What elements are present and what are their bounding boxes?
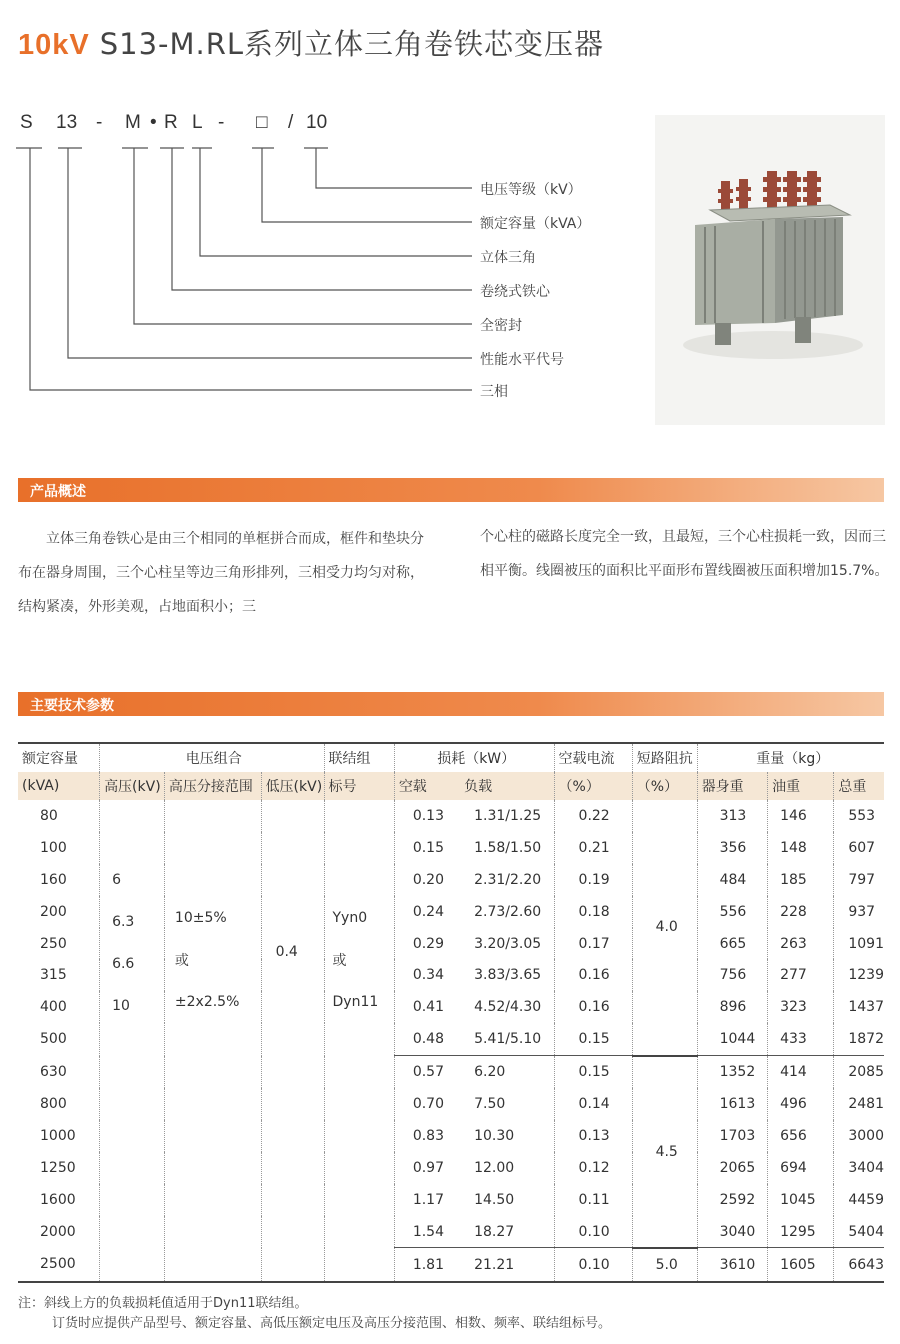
title-text: S13-M.RL系列立体三角卷铁芯变压器 — [99, 27, 605, 61]
spec-table — [18, 742, 884, 1283]
header-impedance: 短路阻抗 — [632, 743, 697, 772]
cell-noload-loss: 0.15 — [394, 832, 460, 864]
cell-load-loss: 18.27 — [474, 1223, 515, 1240]
code-char: □ — [256, 112, 268, 133]
cell-body-weight: 665 — [697, 928, 767, 960]
cell-oil-weight: 263 — [768, 928, 834, 960]
desc-triangle: 立体三角 — [480, 250, 536, 266]
cell-load-loss: 1.31/1.25 — [474, 807, 542, 824]
cell-noload-current: 0.12 — [554, 1152, 632, 1184]
impedance-value: 4.5 — [632, 1056, 697, 1248]
cell-capacity: 250 — [40, 935, 67, 952]
table-header-row — [18, 743, 884, 772]
cell-capacity: 2000 — [40, 1223, 76, 1240]
desc-sealed: 全密封 — [480, 318, 522, 334]
header-lv: 低压(kV) — [261, 772, 324, 800]
table-subheader-row — [18, 772, 884, 800]
cell-noload-current: 0.17 — [554, 928, 632, 960]
model-code-leader-lines — [0, 0, 480, 400]
cell-total-weight: 2481 — [834, 1088, 884, 1120]
cell-oil-weight: 277 — [768, 959, 834, 991]
cell-oil-weight: 148 — [768, 832, 834, 864]
desc-rated-capacity: 额定容量（kVA） — [480, 216, 591, 232]
cell-total-weight: 6643 — [834, 1248, 884, 1282]
header-hv: 高压(kV) — [100, 772, 165, 800]
cell-load-loss: 3.20/3.05 — [474, 935, 542, 952]
header-load-loss: 负载 — [460, 772, 554, 800]
cell-total-weight: 937 — [834, 896, 884, 928]
cell-oil-weight: 1295 — [768, 1216, 834, 1248]
cell-total-weight: 553 — [834, 800, 884, 832]
cell-noload-loss: 0.70 — [394, 1088, 460, 1120]
code-char: M — [125, 112, 141, 133]
header-weight: 重量（kg） — [697, 743, 884, 772]
cell-body-weight: 3040 — [697, 1216, 767, 1248]
impedance-value: 4.0 — [632, 800, 697, 1056]
conn-value: Dyn11 — [332, 994, 379, 1010]
cell-total-weight: 1437 — [834, 991, 884, 1023]
header-capacity: 额定容量 — [18, 743, 100, 772]
cell-noload-loss: 0.34 — [394, 959, 460, 991]
code-char: 10 — [306, 112, 328, 133]
code-char: S — [20, 112, 33, 133]
impedance-value: 5.0 — [632, 1248, 697, 1282]
code-char: - — [96, 112, 103, 133]
cell-capacity: 200 — [40, 903, 67, 920]
cell-capacity: 2500 — [18, 1248, 100, 1282]
cell-noload-current: 0.11 — [554, 1184, 632, 1216]
cell-capacity: 80 — [40, 807, 58, 824]
cell-capacity: 1600 — [40, 1191, 76, 1208]
overview-heading: 产品概述 — [30, 484, 86, 500]
desc-wound-core: 卷绕式铁心 — [480, 284, 550, 300]
tap-value: 或 — [174, 953, 189, 969]
header-noload-current: 空载电流 — [554, 743, 632, 772]
cell-oil-weight: 228 — [768, 896, 834, 928]
code-char: 13 — [56, 112, 78, 133]
cell-oil-weight: 496 — [768, 1088, 834, 1120]
cell-oil-weight: 185 — [768, 864, 834, 896]
cell-load-loss: 14.50 — [474, 1191, 515, 1208]
cell-body-weight: 484 — [697, 864, 767, 896]
cell-noload-loss: 0.83 — [394, 1120, 460, 1152]
cell-load-loss: 4.52/4.30 — [474, 999, 542, 1016]
cell-total-weight: 607 — [834, 832, 884, 864]
cell-total-weight: 797 — [834, 864, 884, 896]
hv-cell — [100, 800, 165, 1282]
code-char: • — [150, 112, 157, 133]
table-row — [18, 800, 884, 832]
cell-total-weight: 2085 — [834, 1056, 884, 1088]
cell-oil-weight: 1605 — [768, 1248, 834, 1282]
header-connection: 联结组 — [324, 743, 394, 772]
cell-load-loss: 3.83/3.65 — [474, 967, 542, 984]
cell-oil-weight: 1045 — [768, 1184, 834, 1216]
cell-noload-current: 0.18 — [554, 896, 632, 928]
cell-capacity: 630 — [40, 1063, 67, 1080]
cell-body-weight: 1352 — [697, 1056, 767, 1088]
cell-body-weight: 2065 — [697, 1152, 767, 1184]
code-char: R — [164, 112, 178, 133]
cell-total-weight: 3404 — [834, 1152, 884, 1184]
cell-capacity: 100 — [40, 839, 67, 856]
cell-body-weight: 313 — [697, 800, 767, 832]
cell-total-weight: 1091 — [834, 928, 884, 960]
params-section-header — [18, 692, 884, 716]
header-loss: 损耗（kW） — [394, 743, 554, 772]
tap-cell — [164, 800, 261, 1282]
cell-noload-loss: 1.81 — [394, 1248, 460, 1282]
cell-noload-loss: 0.57 — [394, 1056, 460, 1088]
cell-noload-loss: 0.97 — [394, 1152, 460, 1184]
cell-load-loss: 12.00 — [474, 1159, 515, 1176]
cell-body-weight: 1044 — [697, 1023, 767, 1055]
cell-capacity: 500 — [40, 1031, 67, 1048]
conn-cell — [324, 800, 394, 1282]
cell-oil-weight: 146 — [768, 800, 834, 832]
header-capacity-unit: (kVA) — [18, 772, 100, 800]
header-pct-current: （%） — [554, 772, 632, 800]
conn-value: Yyn0 — [332, 910, 368, 926]
cell-noload-current: 0.15 — [554, 1023, 632, 1055]
title-voltage: 10kV — [18, 29, 90, 61]
cell-noload-loss: 0.24 — [394, 896, 460, 928]
lv-cell: 0.4 — [261, 800, 324, 1282]
cell-capacity: 800 — [40, 1095, 67, 1112]
hv-value: 6 — [112, 872, 121, 888]
hv-value: 6.6 — [112, 956, 135, 972]
cell-noload-loss: 0.41 — [394, 991, 460, 1023]
transformer-image — [655, 115, 885, 425]
header-voltage: 电压组合 — [100, 743, 324, 772]
header-tap: 高压分接范围 — [164, 772, 261, 800]
cell-body-weight: 356 — [697, 832, 767, 864]
header-body-weight: 器身重 — [697, 772, 767, 800]
note-2: 订货时应提供产品型号、额定容量、高低压额定电压及高压分接范围、相数、频率、联结组标号。 — [52, 1316, 612, 1331]
tap-value: ±2x2.5% — [174, 994, 240, 1010]
hv-value: 6.3 — [112, 914, 135, 930]
cell-noload-current: 0.16 — [554, 991, 632, 1023]
tap-value: 10±5% — [174, 910, 227, 926]
cell-noload-loss: 0.13 — [394, 800, 460, 832]
code-char: / — [288, 112, 294, 133]
cell-body-weight: 756 — [697, 959, 767, 991]
cell-noload-loss: 0.48 — [394, 1023, 460, 1055]
cell-oil-weight: 414 — [768, 1056, 834, 1088]
header-pct-impedance: （%） — [632, 772, 697, 800]
overview-text-right: 个心柱的磁路长度完全一致，且最短，三个心柱损耗一致，因而三相平衡。线圈被压的面积比平面形布置线圈被压面积增加15.7%。 — [480, 529, 889, 579]
cell-noload-current: 0.14 — [554, 1088, 632, 1120]
overview-section-header — [18, 478, 884, 502]
header-conn-label: 标号 — [324, 772, 394, 800]
cell-capacity: 1250 — [40, 1159, 76, 1176]
cell-oil-weight: 433 — [768, 1023, 834, 1055]
cell-load-loss: 6.20 — [460, 1056, 554, 1088]
overview-text-left: 立体三角卷铁心是由三个相同的单框拼合而成，框件和垫块分布在器身周围，三个心柱呈等边三角形排列，三相受力均匀对称，结构紧凑，外形美观，占地面积小；三 — [18, 531, 424, 615]
desc-three-phase: 三相 — [480, 384, 508, 400]
cell-load-loss: 7.50 — [474, 1095, 506, 1112]
cell-noload-current: 0.22 — [554, 800, 632, 832]
cell-body-weight: 1703 — [697, 1120, 767, 1152]
desc-performance-code: 性能水平代号 — [480, 352, 564, 368]
cell-body-weight: 1613 — [697, 1088, 767, 1120]
cell-total-weight: 1872 — [834, 1023, 884, 1055]
cell-load-loss: 2.31/2.20 — [474, 871, 542, 888]
cell-oil-weight: 323 — [768, 991, 834, 1023]
cell-noload-current: 0.19 — [554, 864, 632, 896]
code-char: L — [192, 112, 203, 133]
cell-capacity: 315 — [40, 967, 67, 984]
header-noload-loss: 空载 — [394, 772, 460, 800]
cell-capacity: 400 — [40, 999, 67, 1016]
cell-body-weight: 3610 — [697, 1248, 767, 1282]
cell-load-loss: 10.30 — [474, 1127, 515, 1144]
cell-noload-current: 0.13 — [554, 1120, 632, 1152]
cell-body-weight: 896 — [697, 991, 767, 1023]
cell-noload-loss: 1.17 — [394, 1184, 460, 1216]
cell-noload-current: 0.15 — [554, 1056, 632, 1088]
cell-total-weight: 3000 — [834, 1120, 884, 1152]
header-oil-weight: 油重 — [768, 772, 834, 800]
conn-value: 或 — [332, 953, 347, 969]
header-total-weight: 总重 — [834, 772, 884, 800]
cell-load-loss: 5.41/5.10 — [474, 1031, 542, 1048]
cell-noload-loss: 0.20 — [394, 864, 460, 896]
cell-oil-weight: 694 — [768, 1152, 834, 1184]
cell-load-loss: 2.73/2.60 — [474, 903, 542, 920]
cell-noload-current: 0.10 — [554, 1248, 632, 1282]
cell-noload-current: 0.21 — [554, 832, 632, 864]
cell-noload-current: 0.10 — [554, 1216, 632, 1248]
cell-capacity: 160 — [40, 871, 67, 888]
cell-load-loss: 1.58/1.50 — [474, 839, 542, 856]
cell-capacity: 1000 — [40, 1127, 76, 1144]
params-heading: 主要技术参数 — [30, 698, 114, 714]
cell-body-weight: 556 — [697, 896, 767, 928]
desc-voltage-level: 电压等级（kV） — [480, 182, 582, 198]
cell-load-loss: 21.21 — [460, 1248, 554, 1282]
cell-body-weight: 2592 — [697, 1184, 767, 1216]
cell-total-weight: 1239 — [834, 959, 884, 991]
code-char: - — [218, 112, 225, 133]
cell-noload-loss: 1.54 — [394, 1216, 460, 1248]
cell-noload-current: 0.16 — [554, 959, 632, 991]
cell-total-weight: 5404 — [834, 1216, 884, 1248]
note-1: 注：斜线上方的负载损耗值适用于Dyn11联结组。 — [18, 1296, 308, 1311]
cell-oil-weight: 656 — [768, 1120, 834, 1152]
hv-value: 10 — [112, 998, 130, 1014]
cell-total-weight: 4459 — [834, 1184, 884, 1216]
cell-noload-loss: 0.29 — [394, 928, 460, 960]
